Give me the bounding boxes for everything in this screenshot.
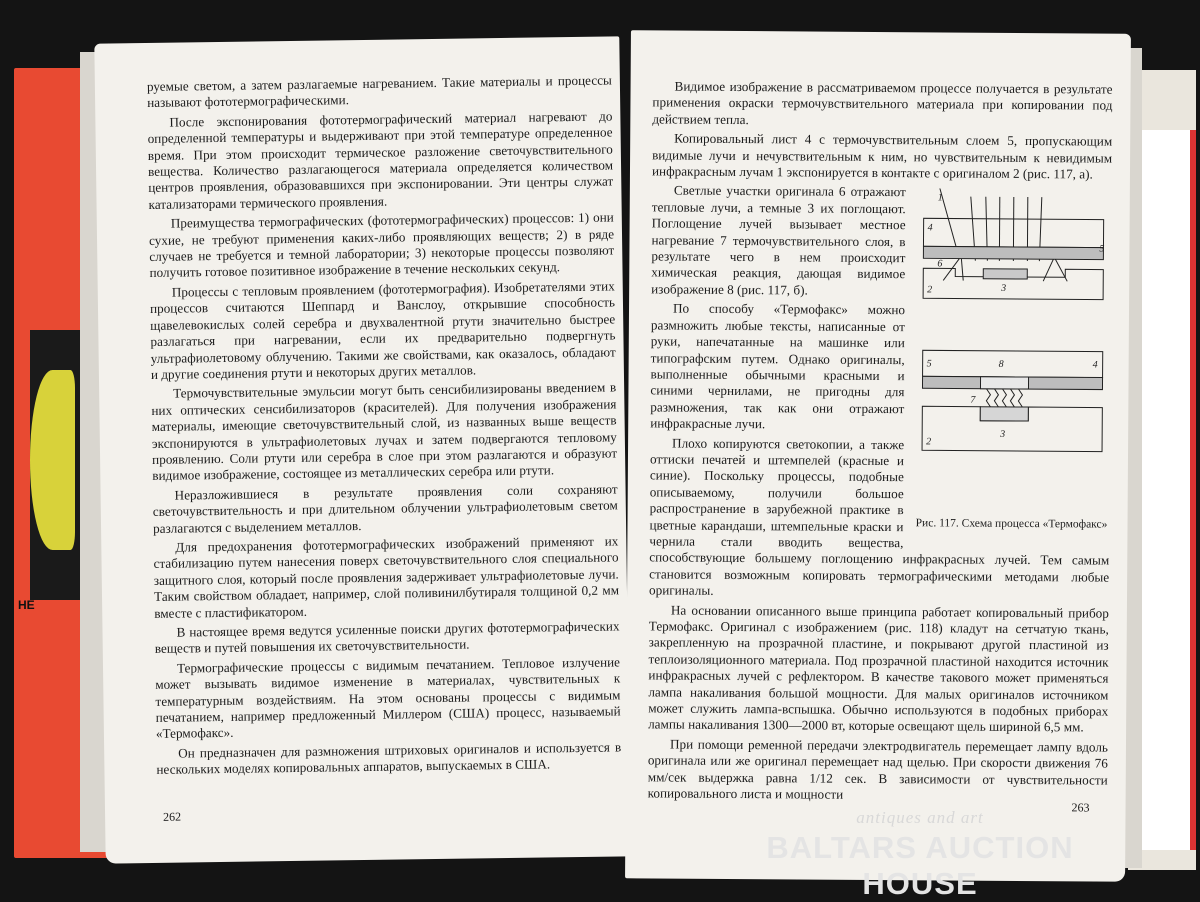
fig-label: 5 [927,359,932,370]
left-page [94,36,630,863]
paragraph: Видимое изображение в рассматриваемом процессе получается в результате применения окраски термочувствительного материала при копировании под действием тепла. [652,78,1112,130]
paragraph: В настоящее время ведутся усиленные поиски других фототермографических веществ и путей повышения их светочувствительности. [154,618,619,657]
fig-label: 3 [1000,283,1006,294]
paragraph: По способу «Термофакс» можно размножить любые тексты, написанные от руки, напечатанные на машинке или типографским путем. Однако оригиналы, выполненные обычными красными и синими чернилами, не пригодны для размножения, так как они отражают инфракрасные лучи. [650,301,1111,435]
fig-label: 2 [927,285,932,296]
cover-yellow-shape [30,370,75,550]
figure-caption: Рис. 117. Схема процесса «Термофакс» [913,517,1109,532]
paragraph: После экспонирования фототермографический материал нагревают до определенной температуры и выдерживают при этой температуре определенное время. При этом происходит термическое разложение светочувствительного вещества. Количество разлагающегося материала определяется количеством центров проявления, образовавшихся при экспонировании. Эти центры служат катализаторами термического проявления. [147,108,613,213]
paragraph: Он предназначен для размножения штриховых оригиналов и используется в нескольких моделях копировальных аппаратов, выпускаемых в США. [156,739,621,778]
paragraph: Преимущества термографических (фототермографических) процессов: 1) они сухие, не требуют применения каких-либо проявляющих веществ; 2) в ряде случаев не требуется и темной лаборатории; 3) некоторые процессы позволяют получить готовое позитивное изображение в течение нескольких секунд. [149,210,615,282]
paragraph: Термочувствительные эмульсии могут быть сенсибилизированы введением в них оптических сенсибилизаторов (красителей). Для получения изображения материалы, имеющие светочувствительный слой, из названных выше веществ экспонируются в ультрафиолетовых лучах и затем подвергаются тепловому проявлению. Соли ртути или серебра в слое при этом разлагаются и образуют видимое изображение, состоящее из металлических серебра или ртути. [151,380,617,485]
figure-117 [913,189,1111,532]
fig-label: 4 [928,223,933,234]
fig-label: 6 [937,259,942,270]
fig-label: 2 [926,437,931,448]
paragraph: Для предохранения фототермографических изображений применяют их стабилизацию путем нанесения поверх светочувствительного слоя специального защитного слоя, который после проявления задерживает ультрафиолетовые лучи. Таким свойством обладает, например, слой поливинилбутираля толщиной 0,2 мм вместе с пластификатором. [153,533,619,622]
fig-label: 3 [999,429,1005,440]
paragraph: Неразложившиеся в результате проявления соли сохраняют светочувствительность и при длительном облучении ультрафиолетовым светом разлагаются с выделением металлов. [153,481,619,537]
fig-label: 4 [1093,360,1098,371]
paragraph: Светлые участки оригинала 6 отражают тепловые лучи, а темные 3 их поглощают. Поглощение лучей вызывает местное нагревание 7 термочувствительного слоя, в результате чего в нем происходит химическая реакция, дающая видимое изображение 8 (рис. 117, б). [651,183,1112,301]
paragraph: Процессы с тепловым проявлением (фототермография). Изобретателями этих процессов считаются Шеппард и Ванслоу, открывшие способность щавелевокислых солей серебра и двухвалентной ртути значительно быстрее разлагаться при нагревании, если их предварительно подвергнуть ультрафиолетовому облучению. Такими же свойствами, как оказалось, обладают и другие соединения ртути и некоторых других металлов. [150,278,616,383]
fig-label: 8 [999,359,1004,370]
paragraph: Плохо копируются светокопии, а также оттиски печатей и штемпелей (красные и синие). Поскольку процессы, подобные описываемому, получили большое распространение в зарубежной практике в цветные карандаши, штемпельные краски и чернила стали вводить вещества, способствующие большему поглощению инфракрасных лучей. Тем самым становится возможным копировать термографическими методами любые оригиналы. [649,435,1110,602]
watermark-brand: BALTARS AUCTION HOUSE [720,830,1120,902]
paragraph: Копировальный лист 4 с термочувствительным слоем 5, пропускающим видимые лучи и нечувствительным к ним, но чувствительным к невидимым инфракрасным лучам 1 экспонируется в контакте с оригиналом 2 (рис. 117, а). [652,131,1112,183]
fig-label: 1 [938,193,943,204]
page-number: 263 [1071,800,1089,815]
watermark [720,808,1120,878]
paragraph: На основании описанного выше принципа работает копировальный прибор Термофакс. Оригинал с изображением (рис. 118) кладут на сетчатую ткань, закрепленную на прозрачной пластине, и покрывают другой пластиной из теплоизоляционного материала. Под прозрачной пластиной находится источник инфракрасных лучей с рефлектором. В качестве такового может применяться лампа накаливания большой мощности. Для малых оригиналов источником может служить лампа-вспышка. Обычно используются в подобных приборах лампы накаливания 1300—2000 вт, которые освещают щель шириной 6,5 мм. [648,602,1109,736]
figure-diagram [914,189,1112,480]
right-page-text [648,78,1113,808]
paragraph: При помощи ременной передачи электродвигатель перемещает лампу вдоль оригинала или же оригинал перемещает над щелью. При скорости движения 76 мм/сек выдержка равна 1/12 сек. В зависимости от чувствительности копировального листа и мощности [648,736,1108,805]
paragraph: руемые светом, а затем разлагаемые нагреванием. Такие материалы и процессы называют фототермографическими. [147,72,612,111]
left-page-text [147,72,622,781]
cover-right-edge [1134,130,1196,850]
cover-title-fragment: НЕ [18,598,35,612]
right-page [625,30,1131,881]
fig-label: 5 [1099,244,1104,255]
watermark-tagline: antiques and art [720,808,1120,828]
fig-label: 7 [970,395,976,406]
page-number: 262 [163,810,181,825]
paragraph: Термографические процессы с видимым печатанием. Тепловое излучение может вызывать видимое изменение в материалах, чувствительных к температурным воздействиям. На этом основаны процессы с видимым печатанием, например предложенный Миллером (США) процесс, называемый «Термофакс». [155,654,621,743]
